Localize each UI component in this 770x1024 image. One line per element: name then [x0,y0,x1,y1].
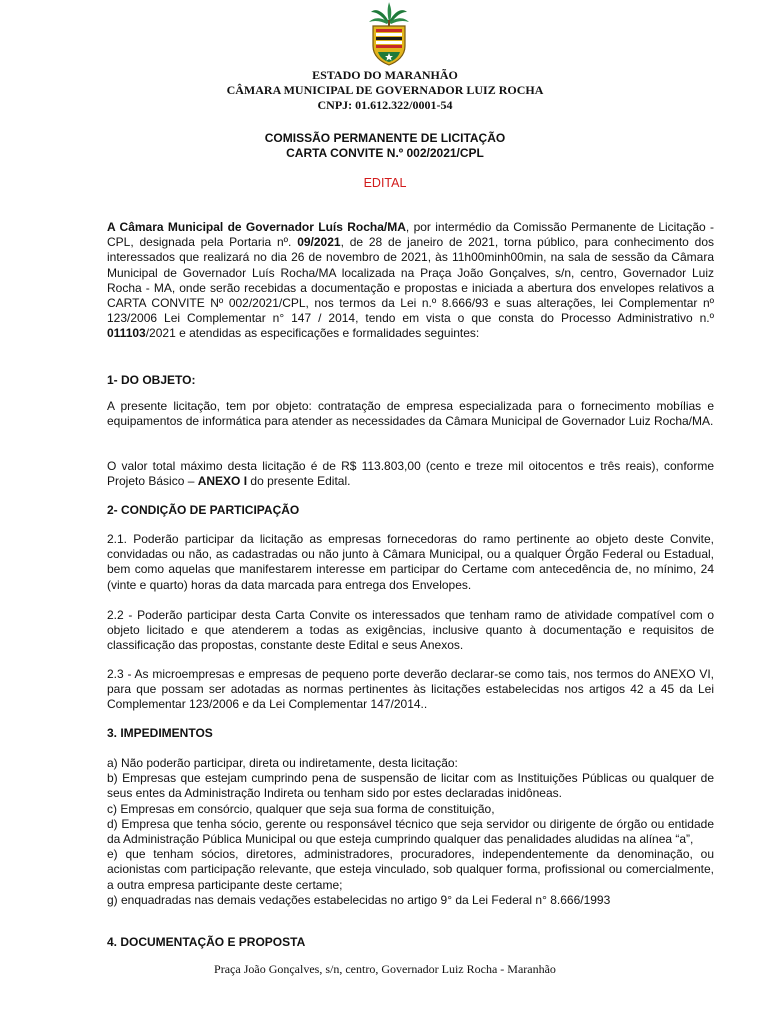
list-item: e) que tenham sócios, diretores, administradores, procuradores, independentemente da denominação, ou acionistas com participação relevante, que esteja vinculado, sob qualquer forma, profissional ou comercialmente, a outra empresa participante deste certame; [107,847,714,892]
header-chamber: CÂMARA MUNICIPAL DE GOVERNADOR LUIZ ROCHA [226,83,544,97]
section-2-heading-text: 2- CONDIÇÃO DE PARTICIPAÇÃO [107,503,300,517]
value-text: O valor total máximo desta licitação é de R$ 113.803,00 (cento e treze mil oitocentos e três reais), conforme Projeto Básico – [107,459,714,489]
list-item: g) enquadradas nas demais vedações estabelecidas no artigo 9° da Lei Federal n° 8.666/1993 [107,892,611,907]
section-2-1 [107,532,714,593]
page-footer: Praça João Gonçalves, s/n, centro, Governador Luiz Rocha - Maranhão [214,962,556,976]
section-2-heading [107,503,714,518]
commission-title: COMISSÃO PERMANENTE DE LICITAÇÃO [264,131,506,145]
list-item: d) Empresa que tenha sócio, gerente ou responsável técnico que seja servidor ou dirigente de órgão ou entidade da Administração Pública Municipal ou que esteja cumprindo qualquer das penalidades aludidas na alínea “a”, [107,816,714,847]
coat-of-arms-icon [365,2,413,68]
section-3-heading [107,726,714,741]
header-state: ESTADO DO MARANHÃO [312,68,458,82]
section-1-heading [107,373,714,388]
section-2-2 [107,608,714,654]
intro-paragraph [107,220,714,342]
section-2-2-text: 2.2 - Poderão participar desta Carta Convite os interessados que tenham ramo de atividade compatível com o objeto licitado e que atenderem a todas as exigências, inclusive quanto à documentação e requisitos de classificação das propostas, constante deste Edital e seus Anexos. [107,608,714,653]
carta-convite-title: CARTA CONVITE N.º 002/2021/CPL [286,146,484,160]
intro-bold: A Câmara Municipal de Governador Luís Rocha/MA [107,220,406,234]
intro-text-c: /2021 e atendidas as especificações e formalidades seguintes: [145,326,480,341]
section-1-heading-text: 1- DO OBJETO: [107,373,196,387]
section-1-paragraph-1 [107,399,714,429]
intro-text-b: , de 28 de janeiro de 2021, torna público, para conhecimento dos interessados que realizará no dia 26 de novembro de 2021, às 11h00minh00min, na sala de sessão da Câmara Municipal de Governador Luís Rocha/MA localizada na Praça João Gonçalves, s/n, centro, Governador Luiz Rocha - MA, onde serão recebidas a documentação e propostas e iniciada a abertura dos envelopes relativos a CARTA CONVITE Nº 002/2021/CPL, nos termos da Lei n.º 8.666/93 e suas alterações, lei Complementar nº 123/2006 Lei Complementar n° 147 / 2014, tendo em vista o que consta do Processo Administrativo n.º [107,235,714,326]
section-4-heading-text: 4. DOCUMENTAÇÃO E PROPOSTA [107,935,306,949]
section-2-3 [107,667,714,713]
list-item: c) Empresas em consórcio, qualquer que seja sua forma de constituição, [107,801,495,816]
section-2-3-text: 2.3 - As microempresas e empresas de pequeno porte deverão declarar-se como tais, nos termos do ANEXO VI, para que possam ser adotadas as normas pertinentes às licitações estabelecidas nos artigos 42 a 45 da Lei Complementar 123/2006 e da Lei Complementar 147/2014.. [107,667,714,712]
list-item: b) Empresas que estejam cumprindo pena de suspensão de licitar com as Instituições Públicas ou qualquer de seus entes da Administração Indireta ou tenham sido por estes declaradas inidôneas. [107,771,714,801]
intro-text-a: , por intermédio da Comissão Permanente de Licitação - CPL, designada pela Portaria nº. [107,220,714,250]
edital-label: EDITAL [363,176,407,190]
portaria-number: 09/2021 [297,235,341,250]
header-cnpj: CNPJ: 01.612.322/0001-54 [317,98,453,112]
section-1-paragraph-2 [107,459,714,489]
section-4-heading [107,935,714,950]
value-text-end: do presente Edital. [247,474,351,489]
impediments-list [107,756,714,908]
section-1-p1-text: A presente licitação, tem por objeto: contratação de empresa especializada para o fornecimento mobílias e equipamentos de informática para atender as necessidades da Câmara Municipal de Governador Luiz Rocha/MA. [107,399,714,429]
section-2-1-text: 2.1. Poderão participar da licitação as empresas fornecedoras do ramo pertinente ao objeto deste Convite, convidadas ou não, as cadastradas ou não junto à Câmara Municipal, ou a qualquer Órgão Federal ou Estadual, bem como aquelas que manifestarem interesse em participar do Certame com antecedência de, no mínimo, 24 (vinte e quarto) horas da data marcada para entrega dos Envelopes. [107,532,714,592]
section-3-heading-text: 3. IMPEDIMENTOS [107,726,213,740]
anexo-i: ANEXO I [197,474,248,489]
processo-number: 011103 [107,326,146,341]
list-item: a) Não poderão participar, direta ou indiretamente, desta licitação: [107,756,458,770]
